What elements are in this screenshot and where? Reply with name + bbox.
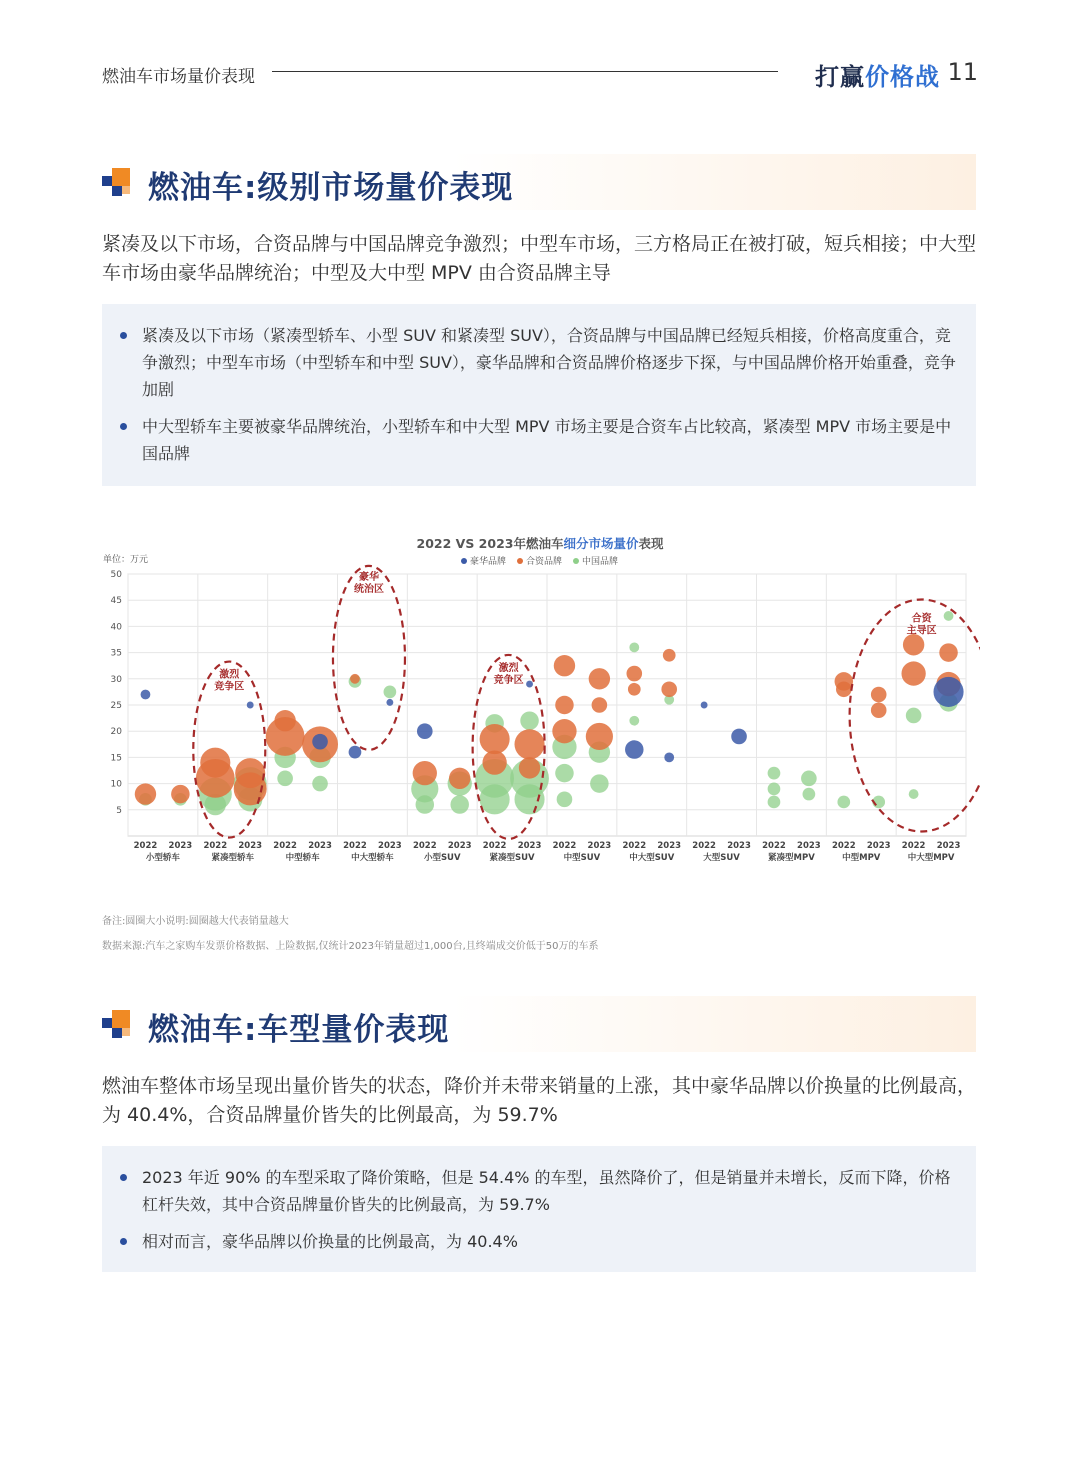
- x-axis: [134, 841, 961, 863]
- x-tick-segment: 大型SUV: [703, 853, 740, 863]
- data-bubble: [386, 699, 393, 706]
- footnote-source: 数据来源:汽车之家购车发票价格数据、上险数据,仅统计2023年销量超过1,000台,且终端成交价低于50万的车系: [102, 941, 599, 952]
- data-bubble: [909, 789, 919, 799]
- data-bubble: [629, 716, 639, 726]
- legend-label: 豪华品牌: [470, 557, 507, 567]
- annotation-label: 豪华: [358, 571, 379, 583]
- data-bubble: [274, 710, 295, 731]
- data-bubble: [277, 771, 293, 787]
- legend-swatch: [461, 558, 467, 564]
- bullet-dot-icon: [120, 423, 127, 430]
- x-tick-segment: 中大型轿车: [351, 853, 394, 863]
- x-tick-year: 2023: [936, 841, 961, 851]
- page-number: 11: [947, 58, 978, 86]
- data-bubble: [417, 723, 433, 739]
- annotation-label: 激烈: [219, 669, 240, 681]
- data-bubble: [247, 702, 254, 709]
- annotation-label: 竞争区: [493, 674, 524, 686]
- y-tick-label: 35: [110, 648, 122, 659]
- data-bubble: [871, 702, 887, 718]
- x-tick-segment: 小型SUV: [423, 853, 461, 863]
- bullet-dot-icon: [120, 1238, 127, 1245]
- data-bubble: [196, 759, 235, 798]
- data-bubble: [349, 746, 362, 759]
- data-bubble: [554, 655, 575, 676]
- x-tick-year: 2023: [517, 841, 542, 851]
- data-bubble: [450, 795, 469, 814]
- bullet-item: 相对而言，豪华品牌以价换量的比例最高，为 40.4%: [120, 1228, 956, 1255]
- section-heading-1: [102, 154, 976, 210]
- legend-swatch: [573, 558, 579, 564]
- annotation-label: 统治区: [353, 583, 384, 595]
- data-bubble: [552, 719, 576, 743]
- x-tick-segment: 中型轿车: [285, 853, 320, 863]
- section-title: 燃油车:级别市场量价表现: [148, 170, 514, 206]
- unit-label: 单位：万元: [103, 555, 149, 565]
- legend-label: 合资品牌: [526, 557, 563, 567]
- y-tick-label: 20: [110, 727, 122, 738]
- data-bubble: [901, 661, 925, 685]
- y-tick-label: 25: [110, 701, 122, 711]
- data-bubble: [586, 723, 613, 750]
- data-bubble: [903, 634, 924, 655]
- key-points-box: [102, 304, 976, 486]
- x-tick-segment: 紧凑型MPV: [768, 853, 815, 863]
- x-tick-year: 2023: [168, 841, 193, 851]
- x-tick-year: 2022: [831, 841, 856, 851]
- section-logo-icon: [102, 168, 132, 198]
- y-axis: [111, 570, 123, 816]
- y-tick-label: 10: [110, 779, 122, 790]
- chart-legend: [461, 555, 618, 567]
- bubble-chart: [100, 530, 980, 870]
- x-tick-segment: 小型轿车: [145, 853, 180, 863]
- data-bubble: [589, 668, 610, 689]
- x-tick-year: 2022: [133, 841, 158, 851]
- y-tick-label: 50: [110, 570, 122, 580]
- footnote-remark: 备注:圆圈大小说明:圆圈越大代表销量越大: [102, 916, 289, 927]
- data-bubble: [413, 761, 437, 785]
- data-bubble: [482, 750, 506, 774]
- x-tick-year: 2023: [238, 841, 263, 851]
- x-tick-year: 2023: [587, 841, 612, 851]
- section-title: 燃油车:车型量价表现: [148, 1012, 450, 1048]
- data-bubble: [933, 677, 963, 707]
- data-bubble: [871, 687, 887, 703]
- legend-swatch: [517, 558, 523, 564]
- data-bubble: [514, 729, 544, 759]
- key-points-box: [102, 1146, 976, 1272]
- data-bubble: [312, 734, 328, 750]
- data-bubble: [803, 788, 816, 801]
- data-bubble: [141, 690, 151, 700]
- x-tick-year: 2022: [203, 841, 228, 851]
- data-bubble: [768, 782, 781, 795]
- section-intro: 燃油车整体市场呈现出量价皆失的状态，降价并未带来销量的上涨，其中豪华品牌以价换量的比例最高，为 40.4%，合资品牌量价皆失的比例最高，为 59.7%: [102, 1075, 977, 1126]
- data-bubble: [557, 792, 573, 808]
- data-bubble: [555, 764, 574, 783]
- data-bubble: [416, 795, 435, 814]
- annotation-label: 合资: [911, 613, 932, 625]
- x-tick-segment: 紧凑型轿车: [211, 853, 255, 863]
- annotation-label: 激烈: [498, 662, 519, 674]
- annotation-label: 竞争区: [214, 681, 245, 693]
- x-tick-year: 2023: [797, 841, 821, 851]
- y-tick-label: 15: [110, 753, 122, 764]
- data-bubble: [384, 686, 397, 699]
- bullet-dot-icon: [120, 332, 127, 339]
- x-tick-segment: 紧凑型SUV: [489, 853, 535, 863]
- x-tick-year: 2022: [482, 841, 507, 851]
- data-bubble: [837, 796, 850, 809]
- data-bubble: [663, 649, 676, 662]
- x-tick-segment: 中大型SUV: [629, 853, 675, 863]
- data-bubble: [906, 708, 922, 724]
- data-bubble: [626, 666, 642, 682]
- bullet-item: 紧凑及以下市场（紧凑型轿车、小型 SUV 和紧凑型 SUV），合资品牌与中国品牌已经短兵相接，价格高度重合，竞争激烈；中型车市场（中型轿车和中型 SUV），豪华品牌和合资品牌价格逐步下探，与中国品牌价格开始重叠，竞争加剧: [120, 322, 956, 403]
- x-tick-year: 2022: [412, 841, 437, 851]
- legend-label: 中国品牌: [582, 557, 619, 567]
- document-title: 燃油车市场量价表现: [102, 67, 255, 87]
- data-bubble: [664, 753, 674, 763]
- data-bubble: [520, 711, 539, 730]
- section-heading-2: [102, 996, 976, 1052]
- data-bubble: [628, 683, 641, 696]
- data-bubble: [629, 642, 639, 652]
- data-bubble: [555, 696, 574, 715]
- section-intro: 紧凑及以下市场，合资品牌与中国品牌竞争激烈；中型车市场，三方格局正在被打破，短兵相接；中大型车市场由豪华品牌统治；中型及大中型 MPV 由合资品牌主导: [102, 233, 977, 284]
- x-tick-year: 2022: [343, 841, 367, 851]
- x-tick-year: 2023: [308, 841, 332, 851]
- header-rule: [272, 71, 778, 72]
- chart-annotations: [193, 566, 980, 839]
- bullet-item: 2023 年近 90% 的车型采取了降价策略，但是 54.4% 的车型，虽然降价了，但是销量并未增长，反而下降，价格杠杆失效，其中合资品牌量价皆失的比例最高，为 59.7%: [120, 1164, 956, 1218]
- x-tick-segment: 中型MPV: [842, 853, 881, 863]
- x-tick-year: 2022: [901, 841, 926, 851]
- data-bubble: [480, 784, 510, 814]
- chart-svg: [100, 530, 980, 870]
- annotation-label: 主导区: [906, 625, 937, 637]
- y-tick-label: 30: [110, 674, 122, 685]
- data-bubble: [701, 702, 708, 709]
- data-bubble: [768, 767, 781, 780]
- data-bubble: [939, 643, 958, 662]
- data-bubble: [592, 697, 608, 713]
- y-tick-label: 40: [110, 622, 122, 633]
- page-header: [102, 58, 978, 91]
- x-tick-year: 2023: [727, 841, 751, 851]
- y-tick-label: 5: [116, 805, 122, 816]
- y-tick-label: 45: [110, 596, 122, 607]
- data-bubble: [312, 776, 328, 792]
- data-bubble: [625, 740, 644, 759]
- data-bubble: [661, 681, 677, 697]
- data-bubble: [171, 785, 190, 804]
- x-tick-year: 2023: [657, 841, 682, 851]
- x-tick-year: 2022: [762, 841, 786, 851]
- chart-title: 2022 VS 2023年燃油车细分市场量价表现: [416, 536, 664, 551]
- bullet-item: 中大型轿车主要被豪华品牌统治，小型轿车和中大型 MPV 市场主要是合资车占比较高，紧凑型 MPV 市场主要是中国品牌: [120, 413, 956, 467]
- data-bubble: [731, 729, 747, 745]
- data-bubble: [801, 771, 817, 787]
- x-tick-year: 2023: [447, 841, 472, 851]
- data-bubble: [526, 681, 533, 688]
- data-bubble: [350, 674, 360, 684]
- bullet-dot-icon: [120, 1174, 127, 1181]
- section-logo-icon: [102, 1010, 132, 1040]
- data-bubble: [944, 611, 954, 621]
- x-tick-year: 2023: [866, 841, 891, 851]
- x-tick-year: 2022: [273, 841, 297, 851]
- data-bubble: [135, 783, 156, 804]
- x-tick-year: 2022: [692, 841, 716, 851]
- data-bubble: [519, 757, 540, 778]
- data-bubble: [590, 774, 609, 793]
- data-bubble: [449, 768, 470, 789]
- data-bubble: [768, 796, 781, 809]
- bubbles: [135, 611, 964, 815]
- x-tick-year: 2022: [552, 841, 577, 851]
- x-tick-year: 2023: [378, 841, 402, 851]
- data-bubble: [836, 681, 852, 697]
- x-tick-segment: 中大型MPV: [907, 853, 955, 863]
- x-tick-segment: 中型SUV: [563, 853, 601, 863]
- data-bubble: [480, 724, 510, 754]
- x-tick-year: 2022: [622, 841, 647, 851]
- brand-logo: 打赢价格战: [815, 63, 940, 91]
